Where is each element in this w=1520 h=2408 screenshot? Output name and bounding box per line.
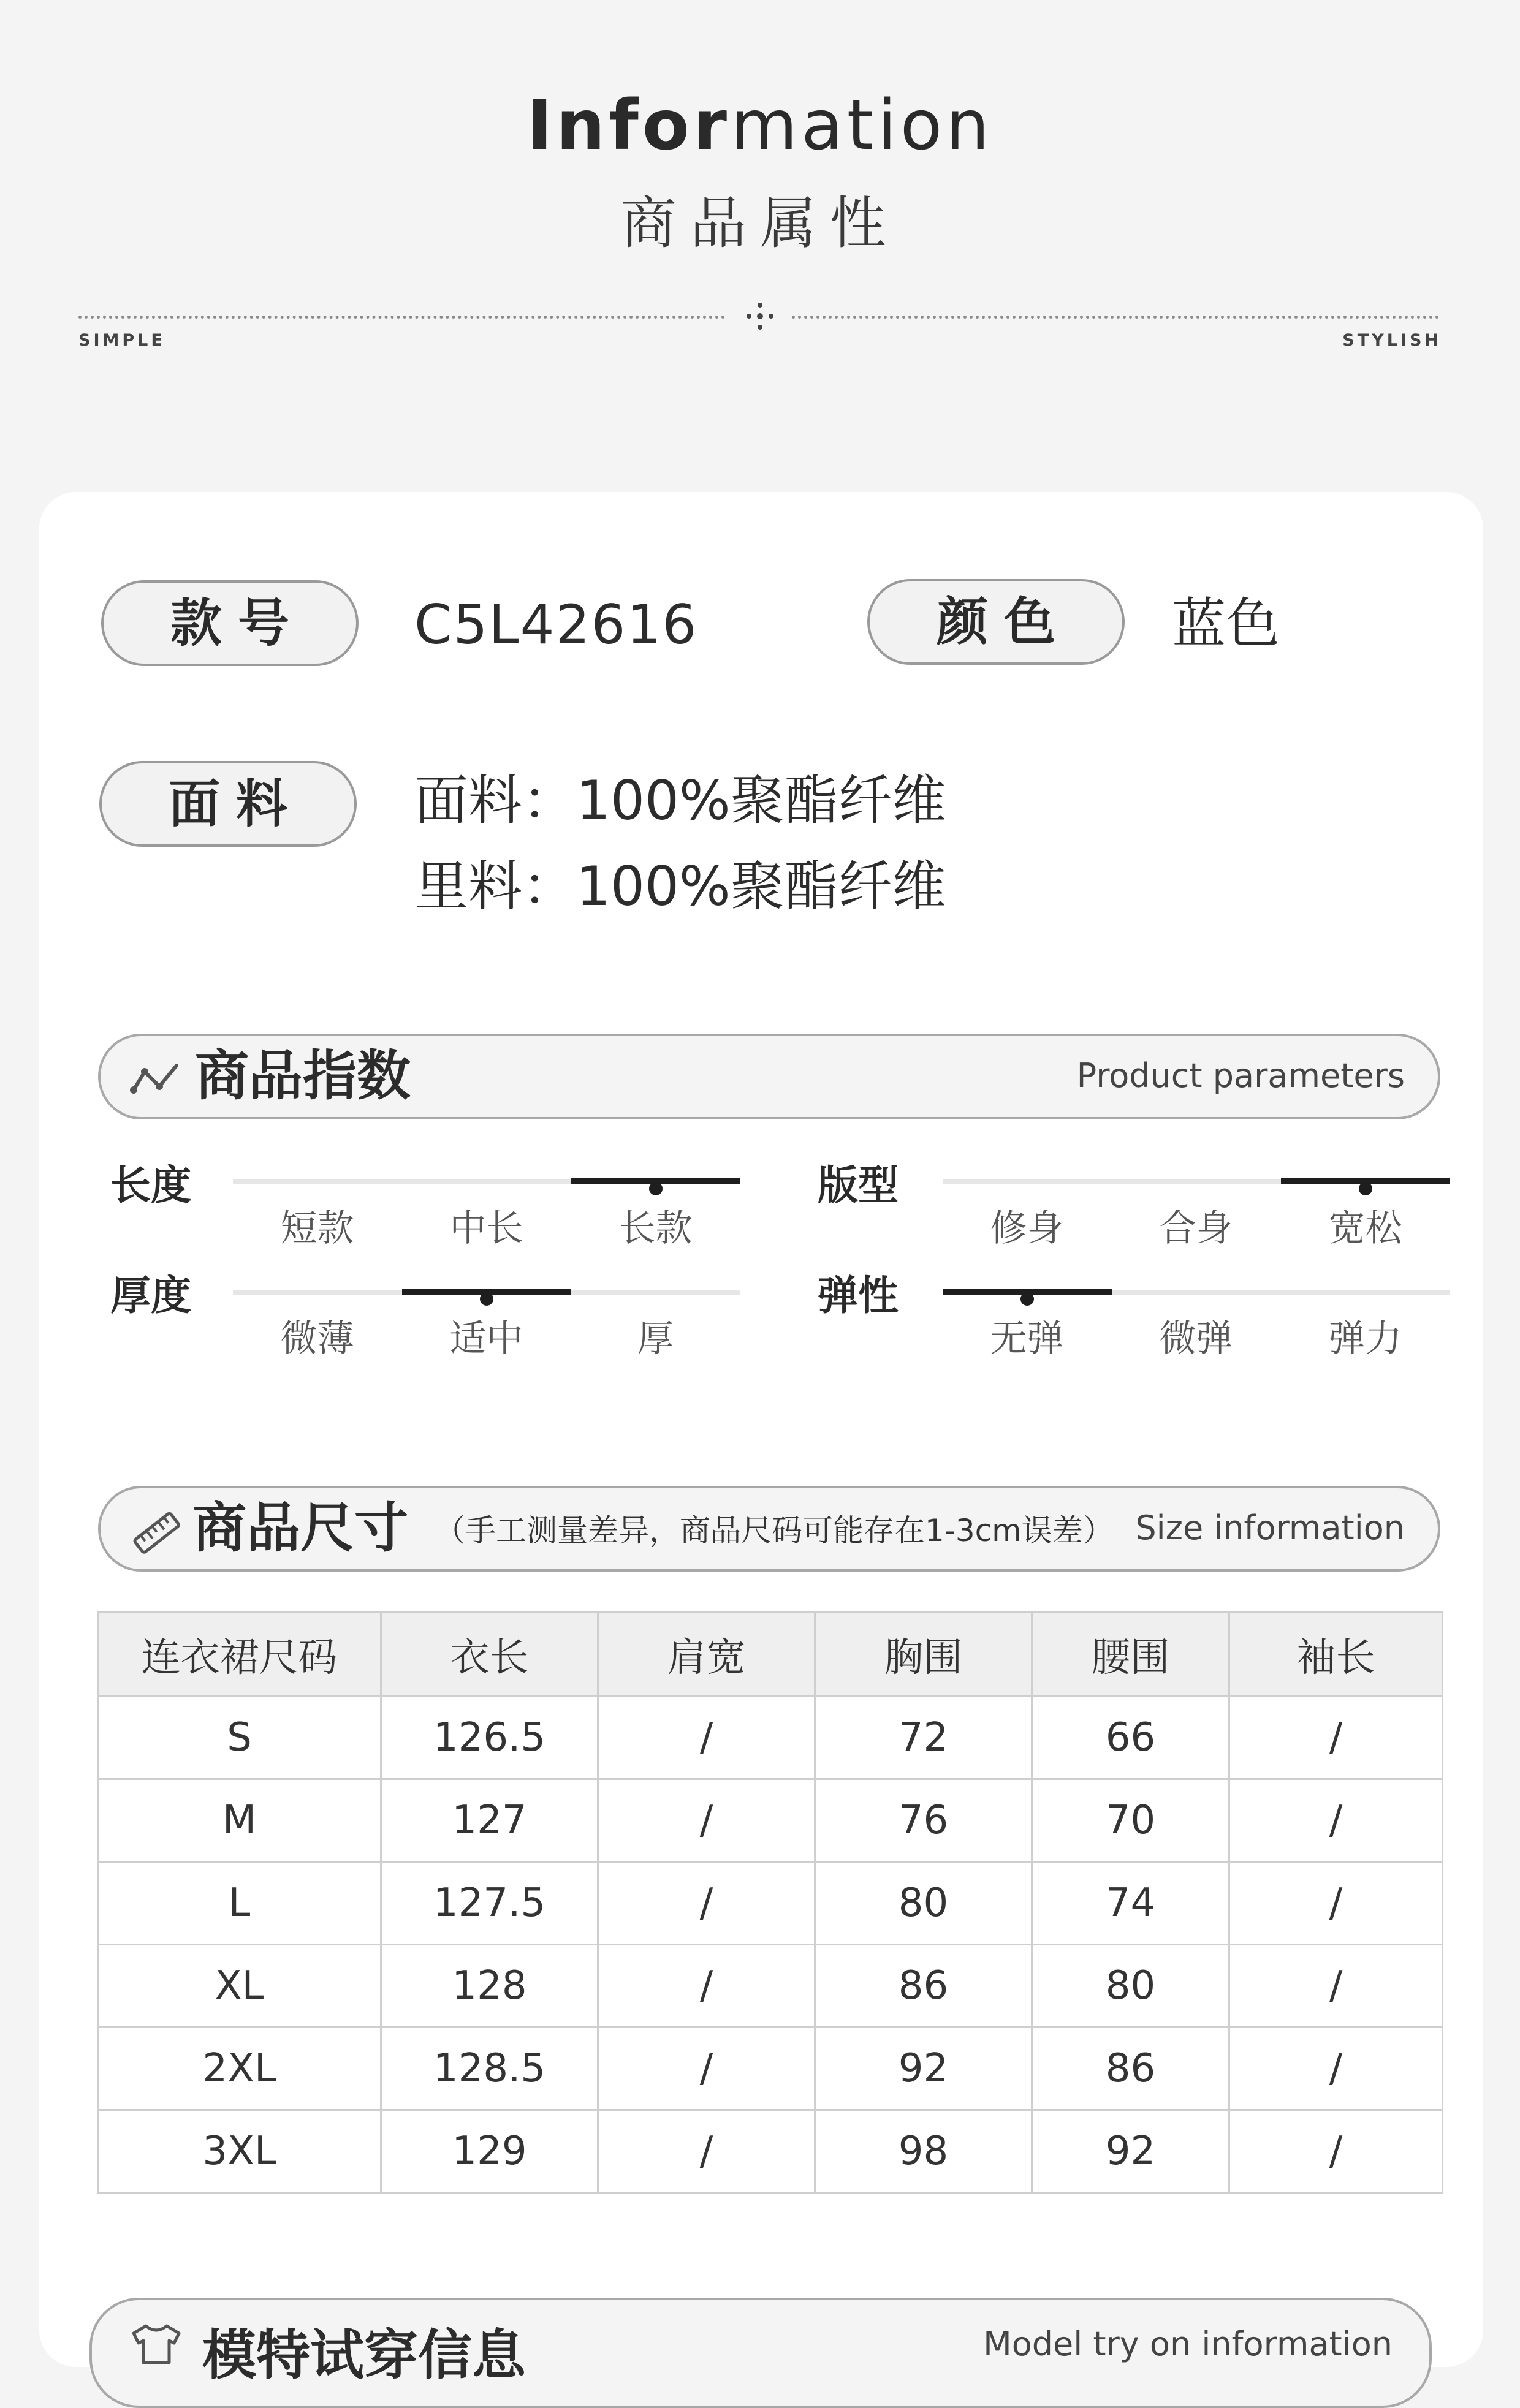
size-cell: 3XL [98,2110,381,2193]
size-cell: 127 [381,1779,598,1862]
style-number-label: 款号 [101,580,359,666]
size-row [98,1779,1443,1862]
scale-option: 短款 [280,1207,354,1250]
size-cell: / [1229,2027,1443,2110]
size-cell: / [1229,2110,1443,2193]
size-cell: / [1229,1945,1443,2027]
size-row [98,1945,1443,2027]
fabric-label: 面料 [99,761,357,847]
fabric-outer-value: 面料：100%聚酯纤维 [414,769,946,832]
product-parameters-header [98,1034,1440,1119]
size-cell: / [598,1779,815,1862]
size-column-header: 胸围 [815,1613,1032,1697]
size-cell: XL [98,1945,381,2027]
size-column-header: 连衣裙尺码 [98,1613,381,1697]
size-cell: / [598,2027,815,2110]
trend-line-icon [130,1061,180,1095]
size-column-header: 衣长 [381,1613,598,1697]
size-table [97,1611,1443,2194]
size-cell: 72 [815,1697,1032,1779]
size-row [98,2110,1443,2193]
tshirt-icon [129,2322,184,2365]
size-cell: / [1229,1697,1443,1779]
size-cell: M [98,1779,381,1862]
size-row [98,2027,1443,2110]
scale-selected-dot [480,1292,493,1306]
scale-option: 合身 [1159,1207,1233,1250]
size-cell: 80 [1032,1945,1229,2027]
size-cell: / [1229,1862,1443,1945]
size-cell: 80 [815,1862,1032,1945]
scale-option: 无弹 [990,1317,1064,1360]
compass-ornament-icon [744,300,776,332]
size-cell: / [598,2110,815,2193]
size-information-header [98,1486,1440,1572]
size-row [98,1862,1443,1945]
scale-selected-dot [649,1182,663,1195]
product-parameters-en: Product parameters [1076,1056,1405,1095]
header-divider-right [792,316,1439,319]
fabric-lining-value: 里料：100%聚酯纤维 [414,855,946,918]
scale-option: 长款 [618,1207,693,1250]
scale-label: 厚度 [110,1272,191,1319]
size-column-header: 袖长 [1229,1613,1443,1697]
size-measurement-note: （手工测量差异，商品尺码可能存在1-3cm误差） [435,1513,1114,1548]
style-number-value: C5L42616 [414,593,698,656]
simple-tag: SIMPLE [78,331,165,350]
product-parameters-title: 商品指数 [195,1044,411,1107]
size-cell: 66 [1032,1697,1229,1779]
model-info-header [89,2298,1432,2408]
stylish-tag: STYLISH [1342,331,1442,350]
scale-option: 中长 [449,1207,523,1250]
size-cell: 92 [1032,2110,1229,2193]
header-divider-left [78,316,725,319]
size-cell: S [98,1697,381,1779]
size-cell: 127.5 [381,1862,598,1945]
page-title-en: Information [526,86,994,165]
scale-option: 微薄 [280,1317,354,1360]
size-column-header: 腰围 [1032,1613,1229,1697]
size-cell: / [598,1945,815,2027]
size-cell: L [98,1862,381,1945]
size-cell: 126.5 [381,1697,598,1779]
size-cell: / [598,1697,815,1779]
scale-option: 修身 [990,1207,1064,1250]
scale-label: 版型 [818,1162,899,1209]
model-info-title: 模特试穿信息 [202,2323,526,2387]
size-cell: 92 [815,2027,1032,2110]
size-column-header: 肩宽 [598,1613,815,1697]
ruler-icon [131,1510,181,1554]
scale-selected-dot [1359,1182,1372,1195]
size-cell: 76 [815,1779,1032,1862]
size-cell: / [598,1862,815,1945]
size-cell: 128 [381,1945,598,2027]
color-label: 颜色 [867,579,1125,665]
page-title-cn: 商品属性 [620,191,900,256]
scale-option: 适中 [449,1317,523,1360]
size-cell: 2XL [98,2027,381,2110]
scale-label: 弹性 [818,1272,899,1319]
size-cell: 86 [815,1945,1032,2027]
size-cell: / [1229,1779,1443,1862]
size-information-en: Size information [1135,1509,1405,1547]
size-cell: 98 [815,2110,1032,2193]
size-cell: 129 [381,2110,598,2193]
scale-option: 宽松 [1328,1207,1402,1250]
size-cell: 70 [1032,1779,1229,1862]
size-information-title: 商品尺寸 [192,1496,409,1559]
scale-selected-dot [1020,1292,1034,1306]
size-cell: 74 [1032,1862,1229,1945]
size-cell: 128.5 [381,2027,598,2110]
model-info-en: Model try on information [983,2325,1393,2363]
scale-option: 厚 [637,1317,674,1360]
scale-option: 微弹 [1159,1317,1233,1360]
size-row [98,1697,1443,1779]
scale-label: 长度 [110,1162,191,1209]
scale-option: 弹力 [1328,1317,1402,1360]
size-cell: 86 [1032,2027,1229,2110]
color-value: 蓝色 [1172,592,1280,655]
